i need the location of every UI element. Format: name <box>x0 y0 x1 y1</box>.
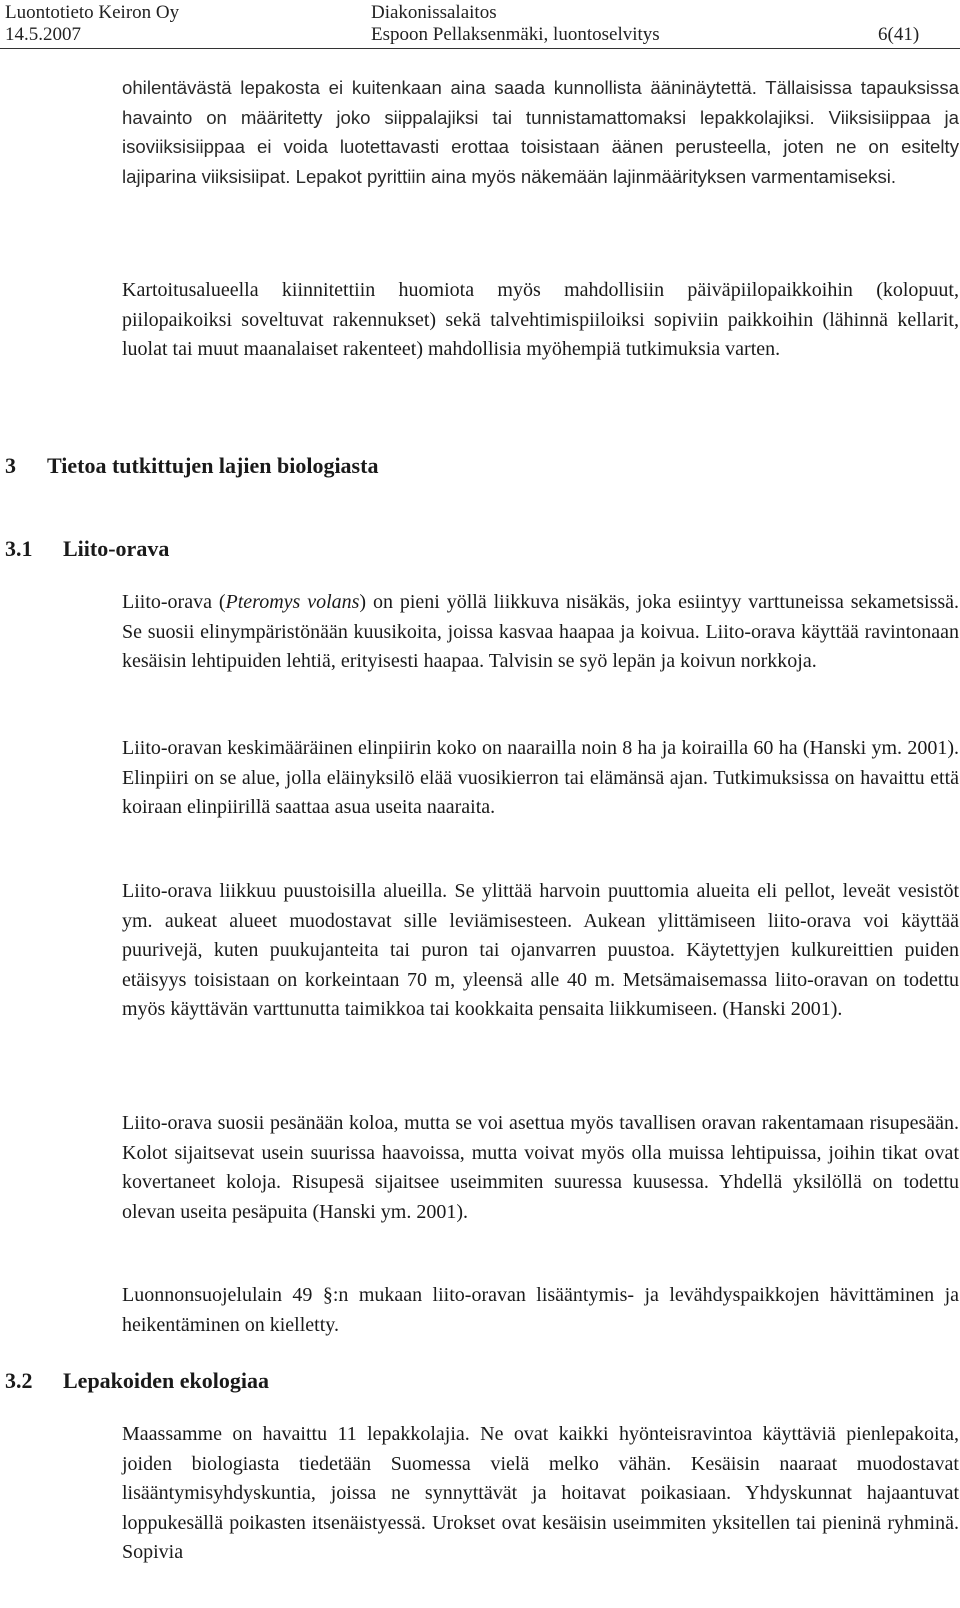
text-run: Liito-orava ( <box>122 591 226 613</box>
subsection-heading-3-2 <box>5 1368 269 1394</box>
header-report-title: Espoon Pellaksenmäki, luontoselvitys <box>371 24 660 45</box>
paragraph-flying-squirrel-intro <box>122 588 959 677</box>
section-title: Tietoa tutkittujen lajien biologiasta <box>47 453 379 478</box>
paragraph-roost-sites: Kartoitusalueella kiinnitettiin huomiota myös mahdollisiin päiväpiilopaikkoihin (kolopuut, piilopaikoiksi soveltuvat rakennukset) sekä talvehtimispiiloiksi sopiviin paikkoihin (lähinnä kellarit, luolat tai muut maanalaiset rakenteet) mahdollisia myöhempiä tutkimuksia varten. <box>122 279 959 360</box>
paragraph-movement: Liito-orava liikkuu puustoisilla alueilla. Se ylittää harvoin puuttomia alueita eli pellot, leveät vesistöt ym. aukeat alueet muodostavat sille leviämisesteen. Aukean ylittämiseen liito-orava voi käyttää puurivejä, kuten puukujanteita tai puron tai ojanvarren puustoa. Käytettyjen kulkureittien puiden etäisyys toisistaan on korkeintaan 70 m, yleensä alle 40 m. Metsämaisemassa liito-oravan on todettu myös käyttävän varttunutta taimikkoa tai kookkaita pensaita liikkumiseen. (Hanski 2001). <box>122 880 959 1020</box>
species-name: Pteromys volans <box>225 591 360 613</box>
paragraph-bat-recording: ohilentävästä lepakosta ei kuitenkaan aina saada kunnollista ääninäytettä. Tällaisissa tapauksissa havainto on määritetty joko siippalajiksi tai tunnistamattomaksi lepakkolajiksi. Viiksisiippaa ja isoviiksisiippaa ei voida luotettavasti erottaa toisistaan äänen perusteella, joten ne on esitelty lajiparina viiksisiipat. Lepakot pyrittiin aina myös näkemään lajinmäärityksen varmentamiseksi. <box>122 77 959 187</box>
header-company: Luontotieto Keiron Oy <box>5 2 180 23</box>
paragraph-home-range: Liito-oravan keskimääräinen elinpiirin koko on naarailla noin 8 ha ja koirailla 60 ha (Hanski ym. 2001). Elinpiiri on se alue, jolla eläinyksilö elää vuosikierron tai elämänsä ajan. Tutkimuksissa on havaittu että koiraan elinpiirillä saattaa asua useita naaraita. <box>122 737 959 818</box>
text-run: ) on pieni yöllä liikkuva nisäkäs, joka esiintyy varttuneissa sekametsissä. Se suosii elinympäristönään kuusikoita, joissa kasvaa haapaa ja koivua. Liito-orava käyttää ravintonaan kesäisin lehtipuiden lehtiä, erityisesti haapaa. Talvisin se syö lepän ja koivun norkkoja. <box>122 591 960 672</box>
section-number: 3 <box>5 453 16 478</box>
paragraph-conservation-law: Luonnonsuojelulain 49 §:n mukaan liito-oravan lisääntymis- ja levähdyspaikkojen hävittäminen ja heikentäminen on kielletty. <box>122 1284 959 1336</box>
subsection-number: 3.2 <box>5 1368 33 1393</box>
paragraph-nesting: Liito-orava suosii pesänään koloa, mutta se voi asettua myös tavallisen oravan rakentamaan risupesään. Kolot sijaitsevat usein suurissa haavoissa, mutta voivat myös olla muissa lehtipuissa, joihin tikat ovat kovertaneet koloja. Risupesä sijaitsee useimmiten suuressa kuusessa. Yhdellä yksilöllä on todettu olevan useita pesäpuita (Hanski ym. 2001). <box>122 1112 959 1223</box>
header-divider <box>0 48 960 49</box>
subsection-title: Lepakoiden ekologiaa <box>63 1368 269 1393</box>
section-heading-3 <box>5 453 378 479</box>
subsection-number: 3.1 <box>5 536 33 561</box>
header-date: 14.5.2007 <box>5 24 81 45</box>
page-header <box>0 0 960 48</box>
subsection-heading-3-1 <box>5 536 169 562</box>
subsection-title: Liito-orava <box>63 536 170 561</box>
paragraph-bat-ecology: Maassamme on havaittu 11 lepakkolajia. Ne ovat kaikki hyönteisravintoa käyttäviä pienlepakoita, joiden biologiasta tiedetään Suomessa vielä melko vähän. Kesäisin naaraat muodostavat lisääntymisyhdyskuntia, joissa ne synnyttävät ja hoitavat poikasiaan. Yhdyskunnat hajaantuvat loppukesällä poikasten itsenäistyessä. Urokset ovat kesäisin useimmiten yksitellen tai pieninä ryhminä. Sopivia <box>122 1423 959 1563</box>
header-client: Diakonissalaitos <box>371 2 497 23</box>
header-page-number: 6(41) <box>878 24 920 45</box>
